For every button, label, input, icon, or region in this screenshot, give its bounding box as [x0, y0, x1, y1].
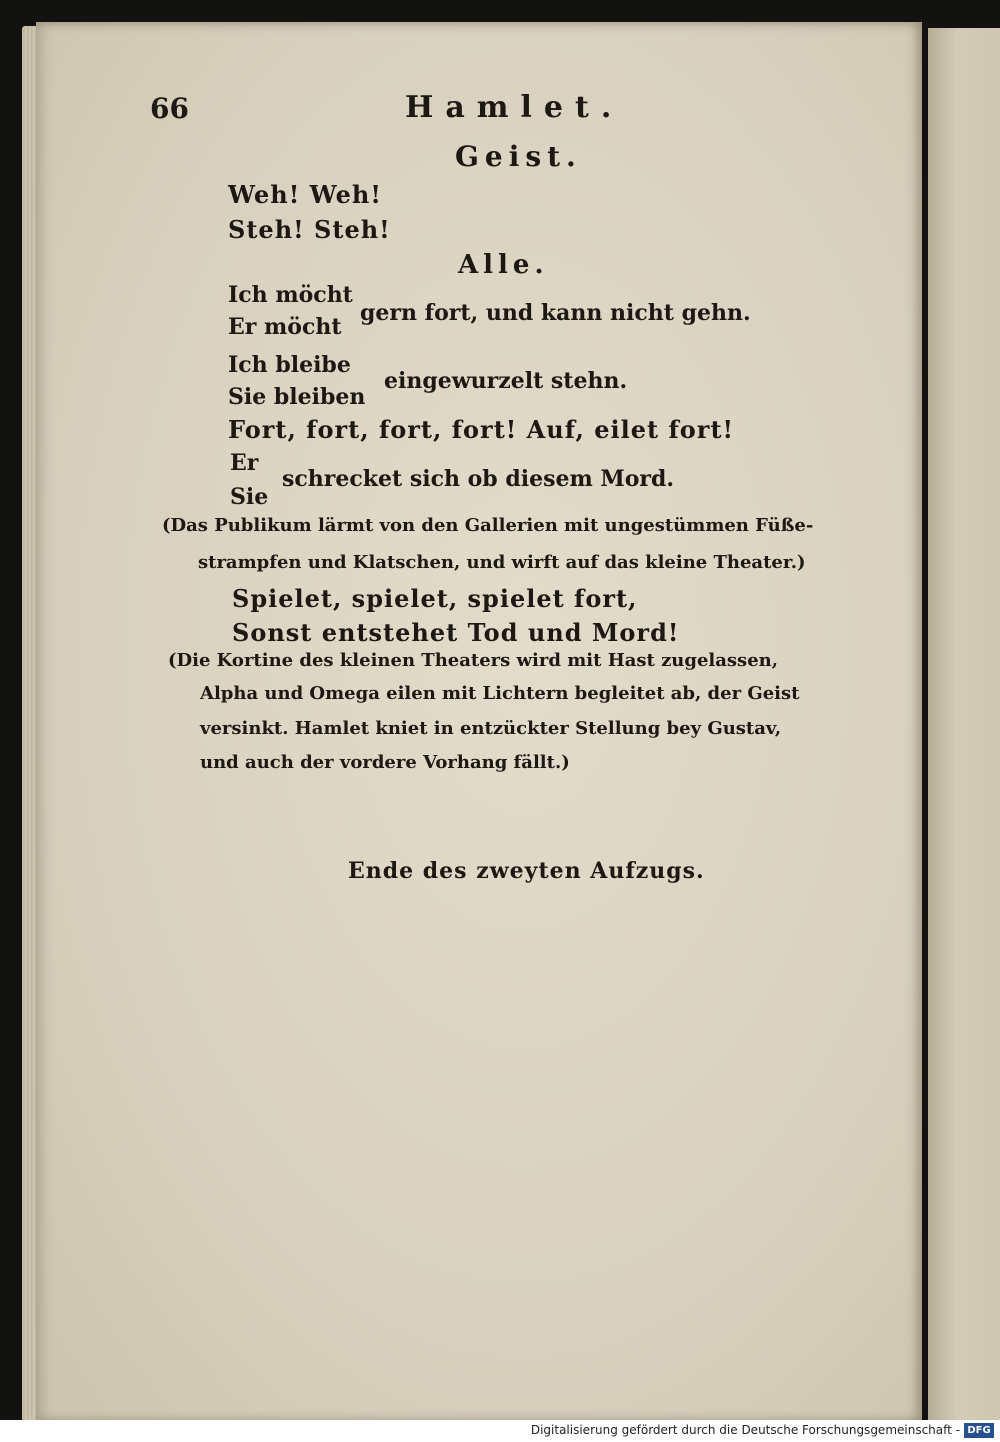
verse-line: Fort, fort, fort, fort! Auf, eilet fort! [228, 415, 735, 444]
stage-direction: strampfen und Klatschen, und wirft auf das kleine Theater.) [198, 552, 806, 573]
verse-variant: Sie bleiben [228, 384, 366, 410]
speaker-heading: Geist. [455, 140, 582, 173]
stage-direction: (Das Publikum lärmt von den Gallerien mit ungestümmen Füße- [162, 515, 814, 536]
stage-direction: und auch der vordere Vorhang fällt.) [200, 752, 570, 773]
act-end-heading: Ende des zweyten Aufzugs. [348, 858, 705, 884]
facing-page-edge [928, 28, 1000, 1420]
stage-direction: (Die Kortine des kleinen Theaters wird mit Hast zugelassen, [168, 650, 778, 671]
footer-credit: Digitalisierung gefördert durch die Deutsche Forschungsgemeinschaft - [530, 1423, 960, 1437]
verse-line: Spielet, spielet, spielet fort, [232, 584, 638, 613]
verse-variant: Er [230, 450, 259, 476]
verse-variant: Ich bleibe [228, 352, 351, 378]
stage-direction: Alpha und Omega eilen mit Lichtern begleitet ab, der Geist [200, 683, 800, 704]
page-number: 66 [150, 92, 189, 125]
verse-line: Weh! Weh! [228, 180, 382, 209]
stage-direction: versinkt. Hamlet kniet in entzückter Stellung bey Gustav, [200, 718, 782, 739]
dfg-logo: DFG [964, 1423, 994, 1438]
speaker-heading: Alle. [458, 250, 549, 280]
verse-variant: Er möcht [228, 314, 342, 340]
digitization-footer [0, 1420, 1000, 1442]
verse-variant: Sie [230, 484, 269, 510]
verse-continuation: schrecket sich ob diesem Mord. [282, 466, 675, 492]
verse-line: Steh! Steh! [228, 215, 391, 244]
verse-continuation: gern fort, und kann nicht gehn. [360, 300, 751, 326]
verse-line: Sonst entstehet Tod und Mord! [232, 618, 680, 647]
verse-continuation: eingewurzelt stehn. [384, 368, 628, 394]
verse-variant: Ich möcht [228, 282, 353, 308]
running-head: Hamlet. [405, 90, 624, 125]
